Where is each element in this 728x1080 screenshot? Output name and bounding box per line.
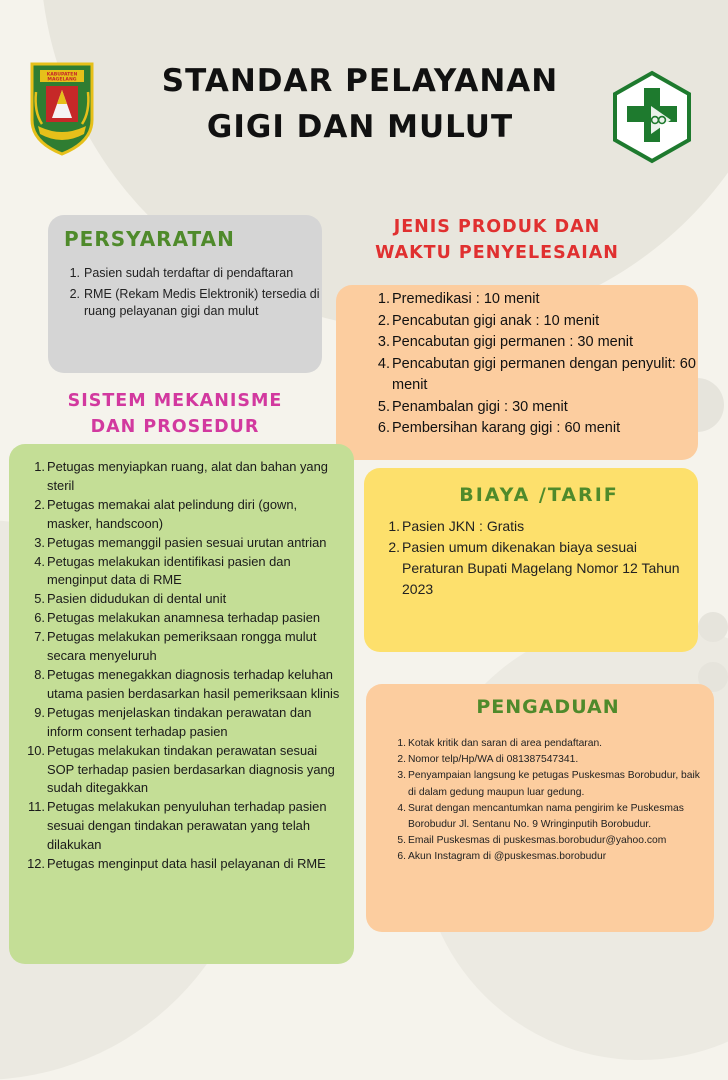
list-item: Petugas melakukan anamnesa terhadap pasien (47, 610, 321, 626)
list-item: Pasien JKN : Gratis (402, 518, 525, 534)
title-line-2: GIGI DAN MULUT (206, 109, 514, 145)
svg-text:MAGELANG: MAGELANG (47, 77, 77, 83)
puskesmas-logo (611, 70, 693, 164)
list-item: Pasien umum dikenakan biaya sesuai Peraturan Bupati Magelang Nomor 12 Tahun 2023 (402, 539, 680, 597)
decorative-circle (698, 612, 728, 642)
list-item: Penambalan gigi : 30 menit (392, 398, 568, 415)
persyaratan-title: PERSYARATAN (64, 227, 235, 251)
kabupaten-magelang-logo (26, 62, 98, 156)
list-item: Surat dengan mencantumkan nama pengirim ke Puskesmas Borobudur Jl. Sentanu No. 9 Wringinputih Borobudur. (408, 802, 684, 831)
svg-text:KABUPATEN: KABUPATEN (46, 72, 78, 78)
list-item: Penyampaian langsung ke petugas Puskesmas Borobudur, baik di dalam gedung maupun luar gedung. (408, 770, 700, 798)
page-title (110, 58, 610, 150)
biaya-title: BIAYA /TARIF (459, 484, 619, 506)
jenis-produk-title-line-2: WAKTU PENYELESAIAN (375, 243, 619, 263)
list-item: Pembersihan karang gigi : 60 menit (392, 420, 621, 436)
title-line-1: STANDAR PELAYANAN (161, 63, 559, 99)
list-item: Petugas menyiapkan ruang, alat dan bahan yang steril (47, 459, 328, 493)
jenis-produk-card (336, 285, 698, 460)
list-item: Petugas melakukan identifikasi pasien dan menginput data di RME (47, 553, 291, 588)
sistem-title-line-2: DAN PROSEDUR (90, 417, 260, 437)
list-item: Petugas melakukan pemeriksaan rongga mulut secara menyeluruh (47, 629, 317, 664)
pengaduan-title: PENGADUAN (476, 696, 620, 718)
list-item: Petugas menginput data hasil pelayanan di RME (47, 856, 326, 872)
list-item: Petugas melakukan penyuluhan terhadap pasien sesuai dengan tindakan perawatan yang telah dilakukan (47, 799, 327, 853)
jenis-produk-title (336, 214, 658, 266)
list-item: Kotak kritik dan saran di area pendaftaran. (408, 738, 603, 749)
list-item: Petugas memakai alat pelindung diri (gown, masker, handscoon) (47, 496, 298, 531)
list-item: Pasien didudukan di dental unit (47, 591, 227, 607)
sistem-mekanisme-card (9, 444, 354, 964)
list-item: Pencabutan gigi anak : 10 menit (392, 312, 600, 329)
list-item: Email Puskesmas di puskesmas.borobudur@yahoo.com (408, 835, 667, 847)
list-item: Petugas menegakkan diagnosis terhadap keluhan utama pasien berdasarkan hasil pemeriksaan klinis (47, 666, 340, 701)
list-item: RME (Rekam Medis Elektronik) tersedia di ruang pelayanan gigi dan mulut (84, 287, 320, 318)
list-item: Akun Instagram di @puskesmas.borobudur (408, 851, 607, 863)
list-item: Pasien sudah terdaftar di pendaftaran (84, 266, 294, 280)
pengaduan-card (366, 684, 714, 932)
list-item: Pencabutan gigi permanen : 30 menit (392, 334, 634, 350)
list-item: Nomor telp/Hp/WA di 081387547341. (408, 754, 579, 766)
list-item: Premedikasi : 10 menit (392, 291, 540, 307)
sistem-title-line-1: SISTEM MEKANISME (67, 391, 283, 411)
biaya-tarif-card (364, 468, 698, 652)
list-item: Petugas melakukan tindakan perawatan sesuai SOP terhadap pasien berdasarkan diagnosis yang sudah ditegakkan (47, 742, 335, 796)
list-item: Pencabutan gigi permanen dengan penyulit: 60 menit (392, 355, 696, 393)
sistem-mekanisme-title (40, 388, 310, 440)
persyaratan-card (48, 215, 322, 373)
list-item: Petugas memanggil pasien sesuai urutan antrian (47, 534, 327, 550)
jenis-produk-title-line-1: JENIS PRODUK DAN (393, 217, 601, 237)
list-item: Petugas menjelaskan tindakan perawatan dan inform consent terhadap pasien (47, 704, 312, 739)
